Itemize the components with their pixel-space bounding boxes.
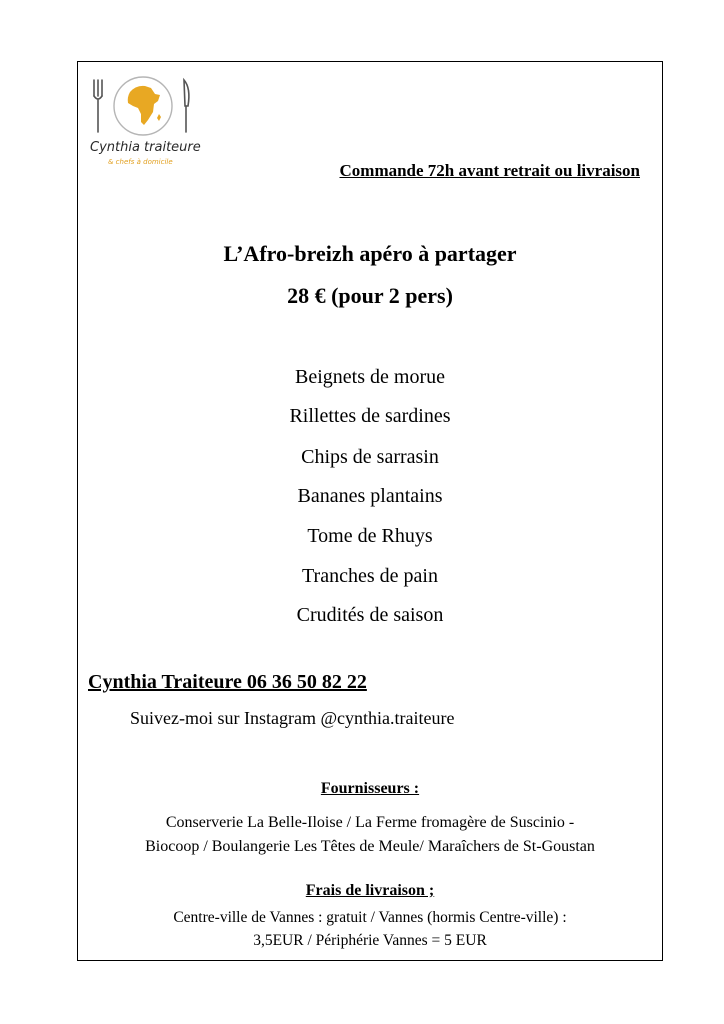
delivery-line: 3,5EUR / Périphérie Vannes = 5 EUR — [253, 932, 487, 949]
logo — [88, 70, 200, 188]
menu-price: 28 € (pour 2 pers) — [287, 283, 453, 308]
suppliers-title: Fournisseurs : — [320, 780, 420, 797]
instagram-link: Suivez-moi sur Instagram @cynthia.traiteure — [130, 708, 455, 728]
menu-item: Chips de sarrasin — [301, 446, 439, 468]
contact-phone: Cynthia Traiteure 06 36 50 82 22 — [88, 671, 367, 693]
menu-item: Tranches de pain — [302, 565, 438, 587]
menu-item: Crudités de saison — [296, 604, 444, 626]
menu-item: Tome de Rhuys — [307, 525, 433, 547]
order-note: Commande 72h avant retrait ou livraison — [339, 161, 640, 180]
delivery-line: Centre-ville de Vannes : gratuit / Vannes (hormis Centre-ville) : — [173, 909, 567, 926]
suppliers-line: Conserverie La Belle-Iloise / La Ferme fromagère de Suscinio - — [165, 814, 575, 831]
suppliers-line: Biocoop / Boulangerie Les Têtes de Meule/ Maraîchers de St-Goustan — [145, 838, 595, 855]
plate-africa-icon — [88, 70, 200, 140]
delivery-title: Frais de livraison ; — [305, 882, 435, 899]
logo-name: Cynthia traiteure — [90, 140, 201, 155]
menu-title: L’Afro-breizh apéro à partager — [223, 241, 517, 266]
menu-item: Bananes plantains — [297, 485, 443, 507]
logo-tagline: & chefs à domicile — [108, 158, 173, 166]
menu-item: Rillettes de sardines — [289, 405, 451, 427]
menu-item: Beignets de morue — [295, 366, 445, 388]
